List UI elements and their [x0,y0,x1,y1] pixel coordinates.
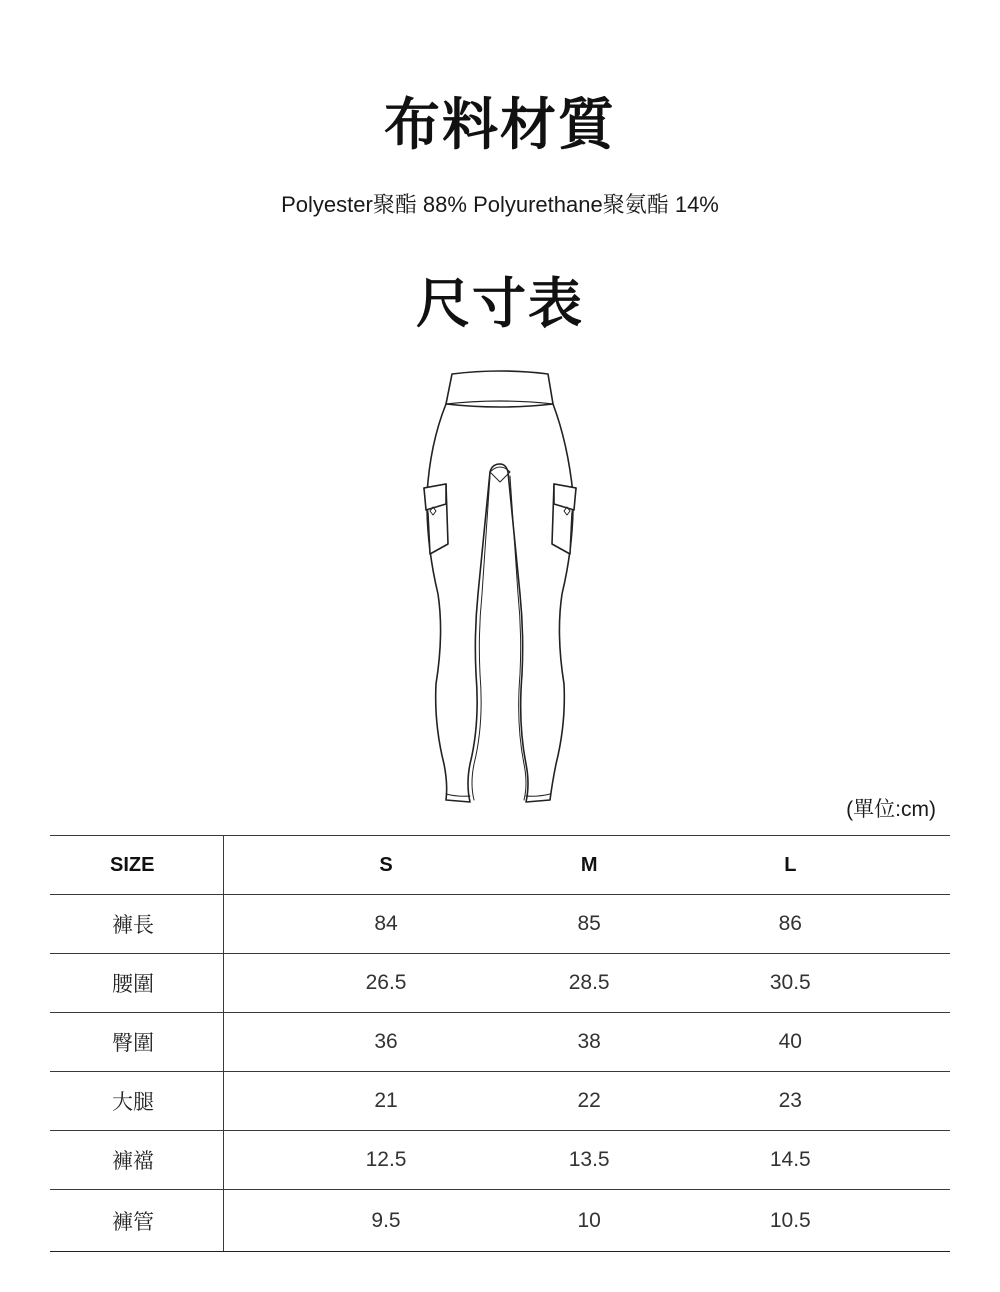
right-leg [500,404,573,802]
row-label: 大腿 [50,1072,224,1131]
table-row [50,1013,950,1072]
table-cell: 85 [548,895,631,954]
row-label: 褲長 [50,895,224,954]
row-label: 腰圍 [50,954,224,1013]
table-row [50,1072,950,1131]
fabric-composition: Polyester聚酯 88% Polyurethane聚氨酯 14% [281,192,719,217]
header-size-l: L [631,836,950,895]
table-cell: 10 [548,1190,631,1252]
table-cell: 21 [224,1072,548,1131]
row-label: 褲襠 [50,1131,224,1190]
table-header-row [50,836,950,895]
table-cell: 23 [631,1072,950,1131]
table-cell: 36 [224,1013,548,1072]
row-label: 臀圍 [50,1013,224,1072]
header-size-m: M [548,836,631,895]
table-cell: 10.5 [631,1190,950,1252]
table-cell: 9.5 [224,1190,548,1252]
table-row [50,1131,950,1190]
table-cell: 14.5 [631,1131,950,1190]
unit-note: (單位:cm) [846,798,936,821]
table-cell: 40 [631,1013,950,1072]
size-table [50,835,950,1252]
header-size-label: SIZE [50,836,224,895]
row-label: 褲管 [50,1190,224,1252]
table-cell: 12.5 [224,1131,548,1190]
table-cell: 30.5 [631,954,950,1013]
table-cell: 86 [631,895,950,954]
table-row [50,895,950,954]
left-leg [427,404,500,802]
table-cell: 13.5 [548,1131,631,1190]
table-cell: 38 [548,1013,631,1072]
table-cell: 28.5 [548,954,631,1013]
size-chart-title: 尺寸表 [416,272,584,335]
table-row [50,954,950,1013]
header-size-s: S [224,836,548,895]
table-row [50,1190,950,1252]
fabric-title: 布料材質 [384,93,616,158]
leggings-icon [400,364,600,810]
table-cell: 26.5 [224,954,548,1013]
table-cell: 84 [224,895,548,954]
table-cell: 22 [548,1072,631,1131]
